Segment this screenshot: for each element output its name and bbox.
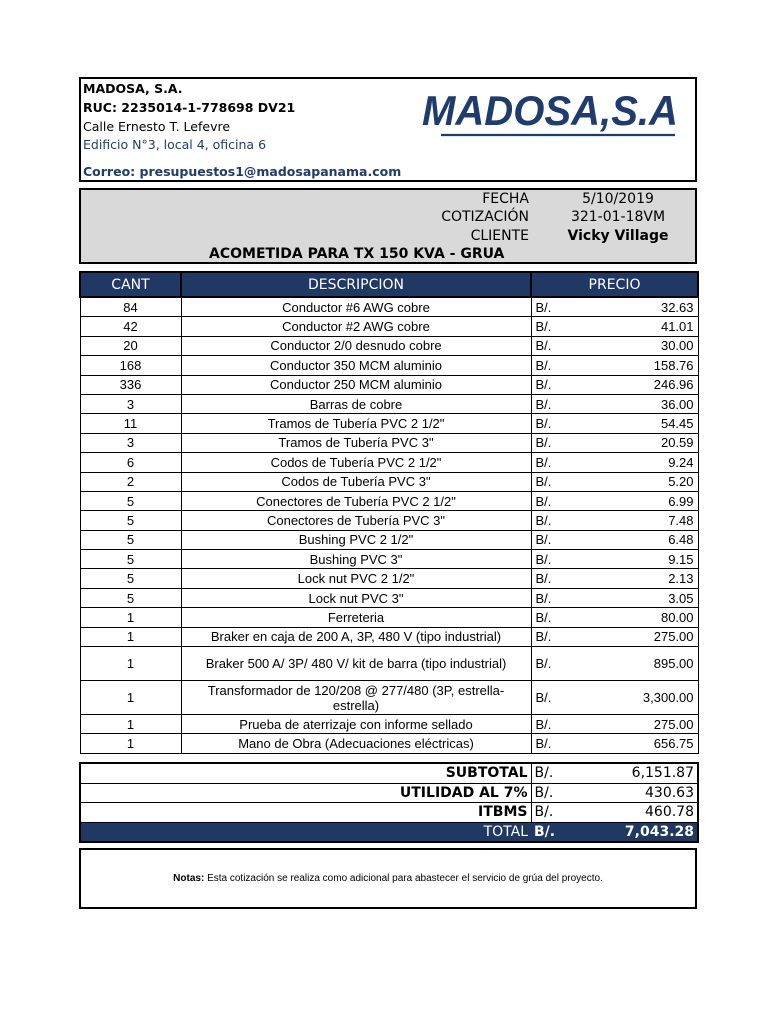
header-cant: CANT <box>80 272 181 297</box>
item-quantity: 42 <box>80 317 181 336</box>
item-quantity: 1 <box>80 627 181 646</box>
item-price: 9.24 <box>589 453 698 472</box>
item-description: Conductor 2/0 desnudo cobre <box>181 336 531 355</box>
item-currency: B/. <box>531 433 589 452</box>
item-price: 158.76 <box>589 356 698 375</box>
fecha-label: FECHA <box>482 191 529 207</box>
item-currency: B/. <box>531 511 589 530</box>
table-row <box>80 734 698 753</box>
item-currency: B/. <box>531 530 589 549</box>
header-descripcion: DESCRIPCION <box>181 272 531 297</box>
header-precio: PRECIO <box>531 272 698 297</box>
cliente-label: CLIENTE <box>470 228 529 244</box>
item-currency: B/. <box>531 715 589 734</box>
item-description: Conductor #2 AWG cobre <box>181 317 531 336</box>
item-quantity: 5 <box>80 530 181 549</box>
item-quantity: 1 <box>80 608 181 627</box>
item-description: Ferreteria <box>181 608 531 627</box>
table-row <box>80 588 698 607</box>
item-currency: B/. <box>531 608 589 627</box>
item-description: Bushing PVC 2 1/2" <box>181 530 531 549</box>
item-price: 246.96 <box>589 375 698 394</box>
table-row <box>80 681 698 715</box>
total-value: 7,043.28 <box>589 822 698 842</box>
item-description: Lock nut PVC 2 1/2" <box>181 569 531 588</box>
item-description: Prueba de aterrizaje con informe sellado <box>181 715 531 734</box>
item-currency: B/. <box>531 297 589 317</box>
item-currency: B/. <box>531 491 589 510</box>
company-ruc: RUC: 2235014-1-778698 DV21 <box>83 100 296 115</box>
utilidad-row <box>80 783 698 803</box>
item-currency: B/. <box>531 375 589 394</box>
total-label: TOTAL <box>80 822 531 842</box>
item-currency: B/. <box>531 414 589 433</box>
item-description: Braker 500 A/ 3P/ 480 V/ kit de barra (tipo industrial) <box>181 647 531 681</box>
item-price: 9.15 <box>589 550 698 569</box>
item-currency: B/. <box>531 394 589 413</box>
item-description: Lock nut PVC 3" <box>181 588 531 607</box>
item-quantity: 168 <box>80 356 181 375</box>
item-price: 895.00 <box>589 647 698 681</box>
table-row <box>80 647 698 681</box>
madosa-logo <box>419 87 681 139</box>
notes-label: Notas: <box>173 873 205 884</box>
table-row <box>80 453 698 472</box>
item-price: 6.48 <box>589 530 698 549</box>
table-row <box>80 550 698 569</box>
table-row <box>80 394 698 413</box>
table-row <box>80 530 698 549</box>
item-quantity: 11 <box>80 414 181 433</box>
notes-text: Esta cotización se realiza como adicional para abastecer el servicio de grúa del proyecto. <box>207 873 603 884</box>
cotizacion-value: 321-01-18VM <box>570 209 666 225</box>
item-currency: B/. <box>531 550 589 569</box>
item-description: Conectores de Tubería PVC 3" <box>181 511 531 530</box>
item-price: 30.00 <box>589 336 698 355</box>
item-price: 5.20 <box>589 472 698 491</box>
itbms-currency: B/. <box>531 803 589 823</box>
item-price: 7.48 <box>589 511 698 530</box>
table-row <box>80 336 698 355</box>
item-quantity: 20 <box>80 336 181 355</box>
company-header <box>79 77 697 182</box>
item-description: Conectores de Tubería PVC 2 1/2" <box>181 491 531 510</box>
item-quantity: 5 <box>80 511 181 530</box>
utilidad-value: 430.63 <box>589 783 698 803</box>
item-quantity: 1 <box>80 647 181 681</box>
item-price: 2.13 <box>589 569 698 588</box>
table-row <box>80 491 698 510</box>
notes-box <box>79 848 697 909</box>
itbms-row <box>80 803 698 823</box>
item-quantity: 3 <box>80 394 181 413</box>
item-description: Conductor 350 MCM aluminio <box>181 356 531 375</box>
table-row <box>80 356 698 375</box>
item-currency: B/. <box>531 734 589 753</box>
subtotal-currency: B/. <box>531 763 589 783</box>
company-address-line1: Calle Ernesto T. Lefevre <box>83 119 231 134</box>
quote-info <box>79 188 697 264</box>
cotizacion-label: COTIZACIÓN <box>441 209 529 225</box>
item-quantity: 84 <box>80 297 181 317</box>
table-row <box>80 297 698 317</box>
table-row <box>80 511 698 530</box>
company-address-line2: Edificio N°3, local 4, oficina 6 <box>83 137 267 152</box>
item-currency: B/. <box>531 356 589 375</box>
item-quantity: 3 <box>80 433 181 452</box>
itbms-value: 460.78 <box>589 803 698 823</box>
item-description: Conductor 250 MCM aluminio <box>181 375 531 394</box>
item-quantity: 6 <box>80 453 181 472</box>
item-description: Transformador de 120/208 @ 277/480 (3P, estrella-estrella) <box>181 681 531 715</box>
item-quantity: 1 <box>80 715 181 734</box>
itbms-label: ITBMS <box>80 803 531 823</box>
item-description: Conductor #6 AWG cobre <box>181 297 531 317</box>
item-currency: B/. <box>531 681 589 715</box>
item-price: 41.01 <box>589 317 698 336</box>
item-quantity: 5 <box>80 491 181 510</box>
item-quantity: 5 <box>80 569 181 588</box>
item-description: Barras de cobre <box>181 394 531 413</box>
item-currency: B/. <box>531 317 589 336</box>
items-table <box>79 271 699 754</box>
total-currency: B/. <box>531 822 589 842</box>
fecha-value: 5/10/2019 <box>582 191 654 207</box>
item-price: 656.75 <box>589 734 698 753</box>
item-quantity: 1 <box>80 681 181 715</box>
company-name: MADOSA, S.A. <box>83 81 183 96</box>
item-quantity: 2 <box>80 472 181 491</box>
item-currency: B/. <box>531 588 589 607</box>
total-row <box>80 822 698 842</box>
logo-text: MADOSA,S.A <box>422 87 678 134</box>
item-currency: B/. <box>531 627 589 646</box>
item-price: 3.05 <box>589 588 698 607</box>
table-row <box>80 608 698 627</box>
table-row <box>80 627 698 646</box>
totals-table <box>79 762 699 843</box>
table-row <box>80 414 698 433</box>
item-currency: B/. <box>531 336 589 355</box>
item-price: 3,300.00 <box>589 681 698 715</box>
cliente-value: Vicky Village <box>567 228 669 244</box>
project-title: ACOMETIDA PARA TX 150 KVA - GRUA <box>209 246 505 262</box>
item-description: Tramos de Tubería PVC 3" <box>181 433 531 452</box>
item-description: Codos de Tubería PVC 2 1/2" <box>181 453 531 472</box>
item-description: Tramos de Tubería PVC 2 1/2" <box>181 414 531 433</box>
item-price: 275.00 <box>589 715 698 734</box>
company-email: Correo: presupuestos1@madosapanama.com <box>83 164 402 179</box>
item-price: 54.45 <box>589 414 698 433</box>
item-price: 20.59 <box>589 433 698 452</box>
table-row <box>80 715 698 734</box>
item-quantity: 336 <box>80 375 181 394</box>
item-quantity: 5 <box>80 588 181 607</box>
item-price: 275.00 <box>589 627 698 646</box>
item-currency: B/. <box>531 569 589 588</box>
item-price: 36.00 <box>589 394 698 413</box>
item-currency: B/. <box>531 472 589 491</box>
item-description: Mano de Obra (Adecuaciones eléctricas) <box>181 734 531 753</box>
table-row <box>80 317 698 336</box>
subtotal-row <box>80 763 698 783</box>
item-description: Braker en caja de 200 A, 3P, 480 V (tipo industrial) <box>181 627 531 646</box>
utilidad-currency: B/. <box>531 783 589 803</box>
item-price: 32.63 <box>589 297 698 317</box>
item-currency: B/. <box>531 453 589 472</box>
item-quantity: 5 <box>80 550 181 569</box>
item-description: Bushing PVC 3" <box>181 550 531 569</box>
table-row <box>80 433 698 452</box>
utilidad-label: UTILIDAD AL 7% <box>80 783 531 803</box>
table-header-row <box>80 272 698 297</box>
item-currency: B/. <box>531 647 589 681</box>
item-price: 80.00 <box>589 608 698 627</box>
item-description: Codos de Tubería PVC 3" <box>181 472 531 491</box>
table-row <box>80 375 698 394</box>
item-quantity: 1 <box>80 734 181 753</box>
table-row <box>80 569 698 588</box>
subtotal-label: SUBTOTAL <box>80 763 531 783</box>
item-price: 6.99 <box>589 491 698 510</box>
subtotal-value: 6,151.87 <box>589 763 698 783</box>
table-row <box>80 472 698 491</box>
